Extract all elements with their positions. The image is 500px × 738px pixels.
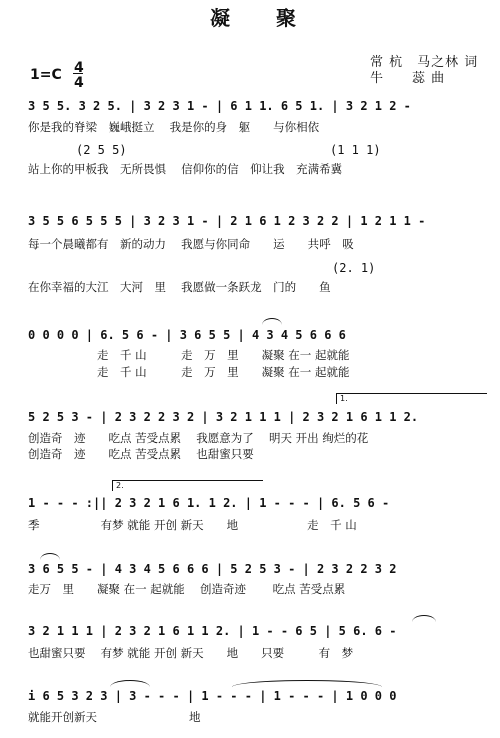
notes-row-8: i 6 5 3 2 3 | 3 - - - | 1 - - - | 1 - - - | 1 0 0 0 [28, 689, 397, 703]
lyrics-row-4-verse-2: 创造奇 迹 吃点 苦受点累 也甜蜜只要 [28, 447, 254, 461]
lyrics-row-3-verse-2: 走 千 山 走 万 里 凝聚 在一 起就能 [28, 365, 350, 379]
notes-row-7: 3 2 1 1 1 | 2 3 2 1 6 1 1 2. | 1 - - 6 5 | 5 6. 6 - [28, 624, 397, 638]
volta-1-bracket [336, 393, 487, 404]
lyrics-row-7: 也甜蜜只要 有梦 就能 开创 新天 地 只要 有 梦 [28, 646, 354, 660]
time-signature-line [73, 73, 83, 74]
notes-row-1: 3 5 5. 3 2 5. | 3 2 3 1 - | 6 1 1. 6 5 1. | 3 2 1 2 - [28, 99, 411, 113]
time-signature-top: 4 [74, 60, 84, 76]
tie-mark [232, 680, 382, 687]
slur-mark [262, 318, 282, 325]
alt-notes-row-2: (2. 1) [332, 261, 376, 275]
notes-row-2: 3 5 5 6 5 5 5 | 3 2 3 1 - | 2 1 6 1 2 3 2 2 | 1 2 1 1 - [28, 214, 426, 228]
slur-mark [40, 553, 60, 560]
lyrics-row-1-verse-2: 站上你的甲板我 无所畏惧 信仰你的信 仰让我 充满希冀 [28, 162, 343, 176]
alt-notes-row-1-a: (2 5 5) [76, 143, 127, 157]
notes-row-6: 3 6 5 5 - | 4 3 4 5 6 6 6 | 5 2 5 3 - | 2 3 2 2 3 2 [28, 562, 397, 576]
time-signature-bottom: 4 [74, 75, 84, 91]
lyrics-row-5: 季 有梦 就能 开创 新天 地 走 千 山 [28, 518, 357, 532]
lyrics-row-4-verse-1: 创造奇 迹 吃点 苦受点累 我愿意为了 明天 开出 绚烂的花 [28, 431, 369, 445]
lyrics-row-6: 走万 里 凝聚 在一 起就能 创造奇迹 吃点 苦受点累 [28, 582, 346, 596]
volta-2-bracket [112, 480, 263, 491]
lyrics-row-2-verse-2: 在你幸福的大江 大河 里 我愿做一条跃龙 门的 鱼 [28, 280, 331, 294]
lyricist-credit: 常 杭 马之林 词 [370, 55, 479, 70]
song-title: 凝 聚 [210, 6, 298, 30]
notes-row-4: 5 2 5 3 - | 2 3 2 2 3 2 | 3 2 1 1 1 | 2 3 2 1 6 1 1 2. [28, 410, 419, 424]
lyrics-row-2-verse-1: 每一个晨曦都有 新的动力 我愿与你同命 运 共呼 吸 [28, 237, 354, 251]
volta-1-label: 1. [340, 394, 348, 403]
volta-2-label: 2. [116, 481, 124, 490]
composer-credit: 牛 蕊 曲 [370, 71, 446, 86]
slur-mark [110, 680, 150, 687]
slur-mark [412, 615, 436, 622]
notes-row-3: 0 0 0 0 | 6. 5 6 - | 3 6 5 5 | 4 3 4 5 6 6 6 [28, 328, 346, 342]
lyrics-row-8: 就能开创新天 地 [28, 710, 201, 724]
notes-row-5: 1 - - - :|| 2 3 2 1 6 1. 1 2. | 1 - - - | 6. 5 6 - [28, 496, 390, 510]
lyrics-row-1-verse-1: 你是我的脊梁 巍峨挺立 我是你的身 躯 与你相依 [28, 120, 320, 134]
lyrics-row-3-verse-1: 走 千 山 走 万 里 凝聚 在一 起就能 [28, 348, 350, 362]
key-signature: 1=C [30, 67, 62, 83]
alt-notes-row-1-b: (1 1 1) [330, 143, 381, 157]
